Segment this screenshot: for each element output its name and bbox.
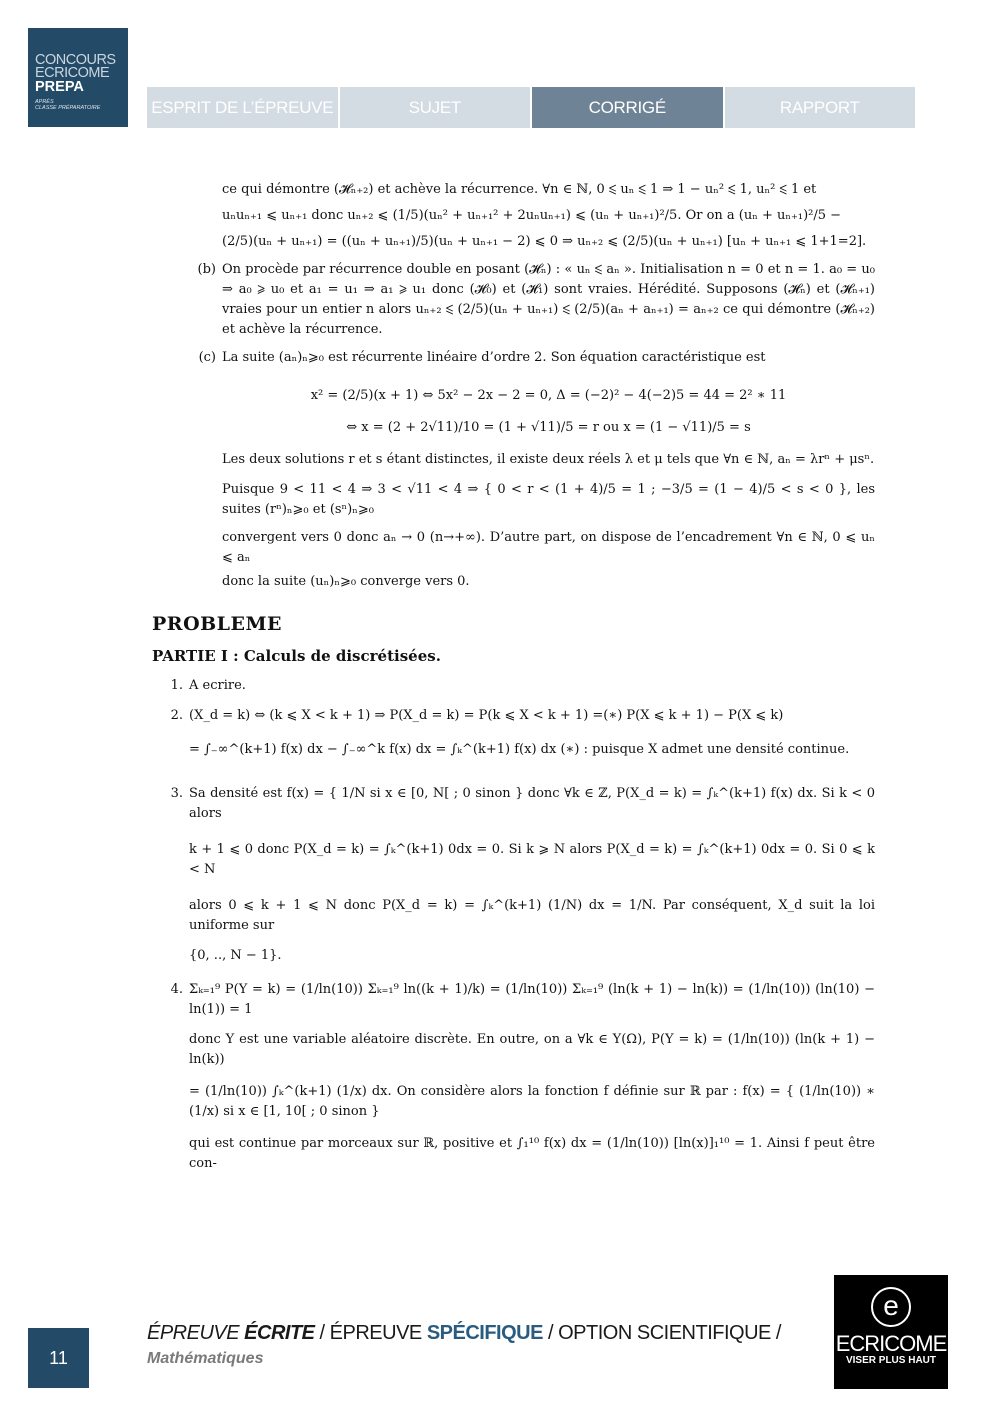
text-line: ce qui démontre (𝓗ₙ₊₂) et achève la récurrence. ∀n ∈ ℕ, 0 ⩽ uₙ ⩽ 1 ⇒ 1 − uₙ² ⩽ 1, uₙ² ⩽ 1 et	[222, 182, 817, 197]
tab-sujet[interactable]: SUJET	[340, 87, 531, 128]
paragraph: convergent vers 0 donc aₙ → 0 (n→+∞). D’autre part, on dispose de l’encadrement ∀n ∈ ℕ, 0 ⩽ uₙ ⩽ aₙ	[222, 530, 875, 565]
text-line: k + 1 ⩽ 0 donc P(X_d = k) = ∫ₖ^(k+1) 0dx = 0. Si k ⩾ N alors P(X_d = k) = ∫ₖ^(k+1) 0dx = 0. Si 0 ⩽ k < N	[189, 842, 875, 877]
equation-characteristic: x² = (2/5)(x + 1) ⇔ 5x² − 2x − 2 = 0, Δ = (−2)² − 4(−2)5 = 44 = 2² ∗ 11	[310, 388, 787, 403]
text-line: alors 0 ⩽ k + 1 ⩽ N donc P(X_d = k) = ∫ₖ^(k+1) (1/N) dx = 1/N. Par conséquent, X_d suit la loi uniforme sur	[189, 898, 875, 933]
item-text: On procède par récurrence double en posant (𝓗ₙ) : « uₙ ⩽ aₙ ». Initialisation n = 0 et n = 1. a₀ = u₀ ⇒ a₀ ⩾ u₀ et a₁ = u₁ ⇒ a₁ ⩾ u₁ donc (𝓗₀) et (𝓗₁) sont vraies. Hérédité. Supposons (𝓗ₙ) et (𝓗ₙ₊₁) vraies pour un entier n alors uₙ₊₂ ⩽ (2/5)(uₙ + uₙ₊₁) ⩽ (2/5)(aₙ + aₙ₊₁) = aₙ₊₂ ce qui démontre (𝓗ₙ₊₂) et achève la récurrence.	[222, 262, 875, 337]
text-line: {0, .., N − 1}.	[189, 948, 282, 963]
paragraph: donc la suite (uₙ)ₙ⩾₀ converge vers 0.	[222, 574, 470, 589]
logo-concours: CONCOURS	[35, 52, 116, 68]
item-label: (b)	[197, 262, 216, 277]
part-a-continuation	[152, 180, 875, 252]
section-tabs	[147, 87, 915, 128]
question-2	[152, 706, 875, 760]
logo-prepa: PREPA	[35, 79, 84, 95]
item-text: La suite (aₙ)ₙ⩾₀ est récurrente linéaire d’ordre 2. Son équation caractéristique est	[222, 350, 766, 365]
part-b	[152, 260, 875, 340]
text-line: uₙuₙ₊₁ ⩽ uₙ₊₁ donc uₙ₊₂ ⩽ (1/5)(uₙ² + uₙ₊₁² + 2uₙuₙ₊₁) ⩽ (uₙ + uₙ₊₁)²/5. Or on a (uₙ + uₙ₊₁)²/5 −	[222, 208, 842, 223]
text-line: (X_d = k) ⇔ (k ⩽ X < k + 1) ⇒ P(X_d = k) = P(k ⩽ X < k + 1) =(∗) P(X ⩽ k + 1) − P(X ⩽ k)	[189, 708, 784, 723]
text-line: Σₖ₌₁⁹ P(Y = k) = (1/ln(10)) Σₖ₌₁⁹ ln((k + 1)/k) = (1/ln(10)) Σₖ₌₁⁹ (ln(k + 1) − ln(k)) = (1/ln(10)) (ln(10) − ln(1)) = 1	[189, 982, 875, 1017]
logo-classe: CLASSE PRÉPARATOIRE	[35, 105, 101, 111]
ecricome-logo	[834, 1275, 948, 1389]
question-number: 1.	[170, 678, 183, 693]
text-line: (2/5)(uₙ + uₙ₊₁) = ((uₙ + uₙ₊₁)/5)(uₙ + uₙ₊₁ − 2) ⩽ 0 ⇒ uₙ₊₂ ⩽ (2/5)(uₙ + uₙ₊₁) [uₙ + uₙ₊₁ ⩽ 1+1=2].	[222, 234, 867, 249]
ecricome-tagline: VISER PLUS HAUT	[845, 1355, 936, 1366]
equation-roots: ⇔ x = (2 + 2√11)/10 = (1 + √11)/5 = r ou x = (1 − √11)/5 = s	[346, 420, 751, 435]
footer-title	[147, 1322, 781, 1345]
logo-apres: APRÈS	[35, 99, 54, 105]
part-c	[152, 348, 875, 368]
paragraph: Les deux solutions r et s étant distinctes, il existe deux réels λ et μ tels que ∀n ∈ ℕ, aₙ = λrⁿ + μsⁿ.	[222, 452, 875, 467]
footer-subject: Mathématiques	[147, 1350, 264, 1367]
paragraph: Puisque 9 < 11 < 4 ⇒ 3 < √11 < 4 ⇒ { 0 < r < (1 + 4)/5 = 1 ; −3/5 = (1 − 4)/5 < s < 0 }, les suites (rⁿ)ₙ⩾₀ et (sⁿ)ₙ⩾₀	[222, 482, 875, 517]
item-label: (c)	[198, 350, 216, 365]
question-4	[152, 980, 875, 1174]
question-3	[152, 784, 875, 966]
text-line: = (1/ln(10)) ∫ₖ^(k+1) (1/x) dx. On considère alors la fonction f définie sur ℝ par : f(x) = { (1/ln(10)) ∗ (1/x) si x ∈ [1, 10[ ; 0 sinon }	[189, 1084, 875, 1119]
question-number: 3.	[170, 786, 183, 801]
page-number: 11	[28, 1328, 89, 1388]
text-line: = ∫₋∞^(k+1) f(x) dx − ∫₋∞^k f(x) dx = ∫ₖ^(k+1) f(x) dx (∗) : puisque X admet une densité continue.	[189, 742, 850, 757]
footer-title-part: SPÉCIFIQUE	[426, 1322, 543, 1344]
question-number: 4.	[170, 982, 183, 997]
logo-ecricome: ECRICOME	[35, 65, 110, 81]
concours-logo	[28, 28, 128, 127]
text-line: Sa densité est f(x) = { 1/N si x ∈ [0, N[ ; 0 sinon } donc ∀k ∈ ℤ, P(X_d = k) = ∫ₖ^(k+1) f(x) dx. Si k < 0 alors	[189, 786, 875, 821]
footer-title-part: / OPTION SCIENTIFIQUE /	[542, 1322, 781, 1344]
text-line: donc Y est une variable aléatoire discrète. En outre, on a ∀k ∈ Y(Ω), P(Y = k) = (1/ln(10)) (ln(k + 1) − ln(k))	[189, 1032, 875, 1067]
tab-corrige[interactable]: CORRIGÉ	[532, 87, 723, 128]
question-number: 2.	[170, 708, 183, 723]
footer-title-part: / ÉPREUVE	[314, 1322, 427, 1344]
tab-esprit[interactable]: ESPRIT DE L’ÉPREUVE	[147, 87, 338, 128]
footer-title-part: ÉPREUVE	[147, 1322, 245, 1344]
ecricome-name: ECRICOME	[835, 1331, 947, 1356]
problem-title: PROBLEME	[152, 613, 283, 635]
document-body	[152, 180, 875, 1184]
text-line: A ecrire.	[189, 678, 246, 693]
tab-rapport[interactable]: RAPPORT	[725, 87, 916, 128]
question-1	[152, 676, 875, 696]
footer-title-part: ÉCRITE	[244, 1322, 315, 1344]
partie-title: PARTIE I : Calculs de discrétisées.	[152, 647, 441, 665]
ecricome-e-icon: e	[871, 1287, 911, 1327]
text-line: qui est continue par morceaux sur ℝ, positive et ∫₁¹⁰ f(x) dx = (1/ln(10)) [ln(x)]₁¹⁰ = 1. Ainsi f peut être con-	[189, 1136, 875, 1171]
